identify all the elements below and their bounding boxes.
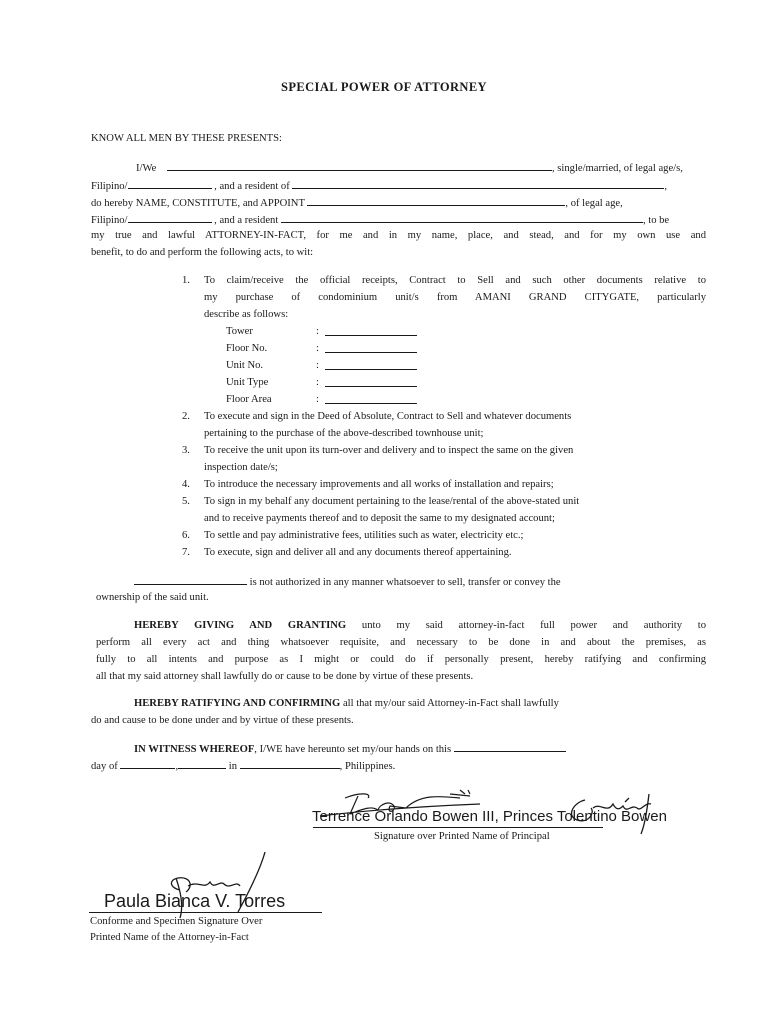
year-blank [178,758,226,769]
item-3-line-2: inspection date/s; [204,462,278,473]
spec-tower-blank [325,325,417,336]
restriction-text: is not authorized in any manner whatsoever to sell, transfer or convey the [249,577,561,588]
item-4-line-1: To introduce the necessary improvements and all works of installation and repairs; [204,479,554,490]
spec-floor-area-label: Floor Area [226,394,272,405]
granting-heading: HEREBY GIVING AND GRANTING [134,620,347,631]
attorney-caption-line-1: Conforme and Specimen Signature Over [90,916,263,927]
item-number-2: 2. [182,411,190,422]
philippines-text: , Philippines. [339,761,396,772]
legal-age-text: , of legal age, [565,198,623,209]
appoint-text: do hereby NAME, CONSTITUTE, and APPOINT [91,198,305,209]
principal-signature-line [313,827,603,828]
item-3-line-1: To receive the unit upon its turn-over and delivery and to inspect the same on the given [204,445,574,456]
spec-unit-type-blank [325,376,417,387]
appointment-line-4 [91,212,706,228]
witness-line-1 [134,741,566,757]
ratifying-line-2: do and cause to be done under and by virtue of these presents. [91,715,354,726]
spec-floor-area-blank [325,393,417,404]
appointment-line-1 [136,160,706,176]
restricted-party-blank [134,574,247,585]
spec-floor-no-blank [325,342,417,353]
attorney-printed-name: Paula Bianca V. Torres [104,891,286,911]
granting-line-4: all that my said attorney shall lawfully do or cause to be done by virtue of these presents. [96,671,474,682]
item-number-5: 5. [182,496,190,507]
restriction-line-1 [134,574,561,590]
witness-text: , I/WE have hereunto set my/our hands on this [254,744,452,755]
residence-blank [292,178,664,189]
residence-label-2: , and a resident [214,215,279,226]
day-blank [120,758,175,769]
item-1-line-2: my purchase of condominium unit/s from AMANI GRAND CITYGATE, particularly [204,292,706,303]
item-5-line-2: and to receive payments thereof and to deposit the same to my designated account; [204,513,555,524]
citizenship-blank [128,178,212,189]
principal-caption: Signature over Printed Name of Principal [374,831,550,842]
attorney-name-blank [307,195,565,206]
granting-line-3: fully to all intents and purpose as I might or could do if personally present, hereby ratifying and confirming [96,654,706,665]
ratifying-heading: HEREBY RATIFYING AND CONFIRMING [134,698,341,709]
item-number-6: 6. [182,530,190,541]
attorney-signature-line [89,912,322,913]
spec-tower-label: Tower [226,326,253,337]
item-number-4: 4. [182,479,190,490]
item-2-line-1: To execute and sign in the Deed of Absolute, Contract to Sell and whatever documents [204,411,572,422]
witness-date-blank [454,741,566,752]
spec-unit-no-blank [325,359,417,370]
to-be-text: , to be [642,215,670,226]
granting-text-1: unto my said attorney-in-fact full power and authority to [361,620,706,631]
item-7-line-1: To execute, sign and deliver all and any documents thereof appertaining. [204,547,512,558]
principal-label: I/We [136,163,157,174]
spec-colon: : [316,326,319,337]
comma: , [664,181,668,192]
spec-colon: : [316,394,319,405]
granting-line-1 [134,619,706,633]
citizenship-label: Filipino/ [91,181,128,192]
spec-colon: : [316,360,319,371]
spec-unit-no-label: Unit No. [226,360,264,371]
citizenship-blank-2 [128,212,212,223]
attorney-caption-line-2: Printed Name of the Attorney-in-Fact [90,932,249,943]
principal-name-blank [167,160,552,171]
granting-line-2: perform all every act and thing whatsoever requisite, and necessary to be done in and about the premises, as [96,637,706,648]
item-1-line-1: To claim/receive the official receipts, Contract to Sell and such other documents relative to [204,275,706,286]
item-number-3: 3. [182,445,190,456]
appointment-line-2 [91,178,706,194]
residence-label: , and a resident of [214,181,290,192]
witness-line-2 [91,758,395,774]
ratifying-line-1 [134,697,559,711]
item-number-1: 1. [182,275,190,286]
intro-line: KNOW ALL MEN BY THESE PRESENTS: [91,133,282,144]
comma: , [175,761,179,772]
principal-printed-name: Terrence Orlando Bowen III, Princes Tolentino Bowen [312,808,667,825]
restriction-line-2: ownership of the said unit. [96,592,209,603]
spec-colon: : [316,377,319,388]
in-label: in [228,761,237,772]
residence-blank-2 [281,212,643,223]
witness-heading: IN WITNESS WHEREOF [134,744,255,755]
day-of-label: day of [91,761,118,772]
item-2-line-2: pertaining to the purchase of the above-described townhouse unit; [204,428,484,439]
place-blank [240,758,340,769]
appointment-line-3 [91,195,706,211]
item-6-line-1: To settle and pay administrative fees, utilities such as water, electricity etc.; [204,530,524,541]
civil-status-text: , single/married, of legal age/s, [551,163,683,174]
appointment-line-6: benefit, to do and perform the following acts, to wit: [91,247,314,258]
spec-floor-no-label: Floor No. [226,343,268,354]
citizenship-label-2: Filipino/ [91,215,128,226]
spec-colon: : [316,343,319,354]
item-number-7: 7. [182,547,190,558]
item-1-line-3: describe as follows: [204,309,289,320]
spec-unit-type-label: Unit Type [226,377,269,388]
item-5-line-1: To sign in my behalf any document pertaining to the lease/rental of the above-stated unit [204,496,580,507]
ratifying-text-1: all that my/our said Attorney-in-Fact shall lawfully [342,698,559,709]
document-title: SPECIAL POWER OF ATTORNEY [281,80,487,94]
appointment-line-5: my true and lawful ATTORNEY-IN-FACT, for me and in my name, place, and stead, and for my own use and [91,230,706,241]
